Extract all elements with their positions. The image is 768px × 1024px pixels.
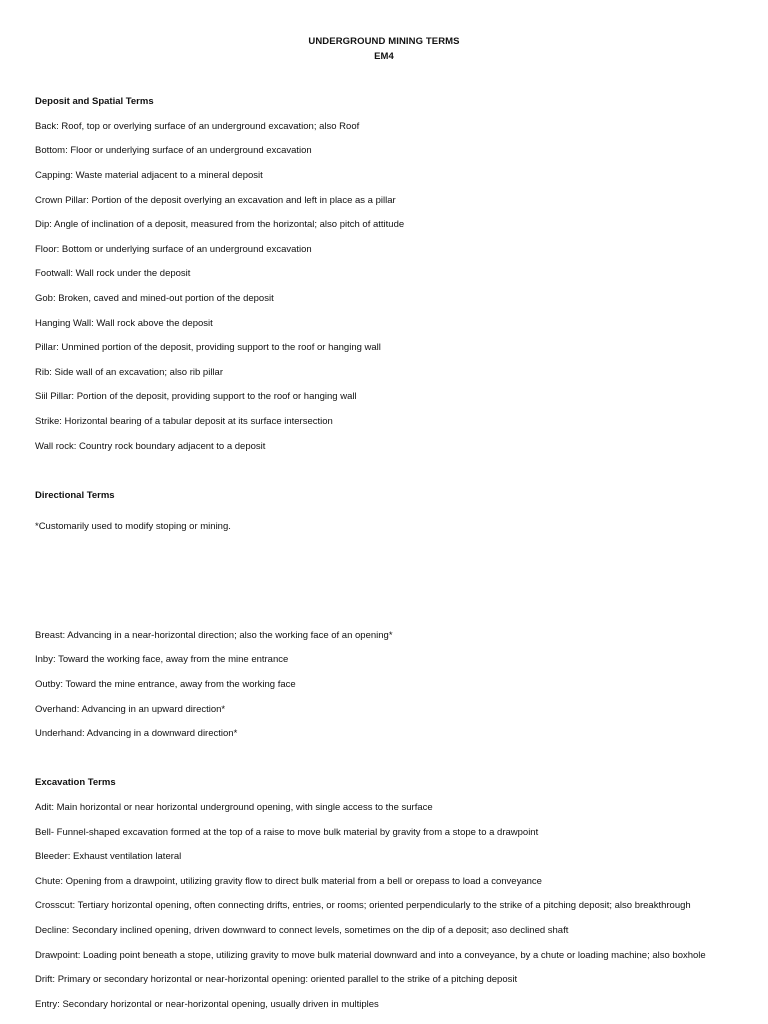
section-heading-directional: Directional Terms — [35, 490, 115, 501]
term-line: Decline: Secondary inclined opening, driven downward to connect levels, sometimes on the dip of a deposit; aso declined shaft — [35, 925, 569, 936]
term-line: Drawpoint: Loading point beneath a stope, utilizing gravity to move bulk material downward and into a conveyance, by a chute or loading machine; also boxhole — [35, 950, 706, 961]
document-title: UNDERGROUND MINING TERMS — [308, 36, 460, 47]
term-line: Breast: Advancing in a near-horizontal direction; also the working face of an opening* — [35, 630, 393, 641]
term-line: Inby: Toward the working face, away from the mine entrance — [35, 654, 289, 665]
term-line: Back: Roof, top or overlying surface of an underground excavation; also Roof — [35, 121, 360, 132]
term-line: Hanging Wall: Wall rock above the deposit — [35, 318, 213, 329]
term-line: Footwall: Wall rock under the deposit — [35, 268, 191, 279]
term-line: Chute: Opening from a drawpoint, utilizing gravity flow to direct bulk material from a bell or orepass to load a conveyance — [35, 876, 542, 887]
term-line: Rib: Side wall of an excavation; also rib pillar — [35, 367, 223, 378]
term-line: Siil Pillar: Portion of the deposit, providing support to the roof or hanging wall — [35, 391, 357, 402]
term-line: Pillar: Unmined portion of the deposit, providing support to the roof or hanging wall — [35, 342, 381, 353]
section-heading-deposit: Deposit and Spatial Terms — [35, 96, 154, 107]
term-line: Entry: Secondary horizontal or near-horizontal opening, usually driven in multiples — [35, 999, 379, 1010]
term-line: Adit: Main horizontal or near horizontal underground opening, with single access to the surface — [35, 802, 433, 813]
term-line: Bleeder: Exhaust ventilation lateral — [35, 851, 182, 862]
term-line: Outby: Toward the mine entrance, away from the working face — [35, 679, 296, 690]
term-line: Crown Pillar: Portion of the deposit overlying an excavation and left in place as a pillar — [35, 195, 396, 206]
term-line: Overhand: Advancing in an upward direction* — [35, 704, 226, 715]
term-line: Dip: Angle of inclination of a deposit, measured from the horizontal; also pitch of attitude — [35, 219, 405, 230]
term-line: Bottom: Floor or underlying surface of an underground excavation — [35, 145, 312, 156]
section-note: *Customarily used to modify stoping or mining. — [35, 521, 231, 532]
term-line: Floor: Bottom or underlying surface of an underground excavation — [35, 244, 312, 255]
term-line: Gob: Broken, caved and mined-out portion of the deposit — [35, 293, 274, 304]
document-subtitle: EM4 — [374, 51, 394, 62]
term-line: Bell- Funnel-shaped excavation formed at the top of a raise to move bulk material by gravity from a stope to a drawpoint — [35, 827, 539, 838]
term-line: Underhand: Advancing in a downward direction* — [35, 728, 238, 739]
term-line: Wall rock: Country rock boundary adjacent to a deposit — [35, 441, 266, 452]
term-line: Crosscut: Tertiary horizontal opening, often connecting drifts, entries, or rooms; oriented perpendicularly to the strike of a pitching deposit; also breakthrough — [35, 900, 691, 911]
term-line: Capping: Waste material adjacent to a mineral deposit — [35, 170, 263, 181]
term-line: Strike: Horizontal bearing of a tabular deposit at its surface intersection — [35, 416, 333, 427]
term-line: Drift: Primary or secondary horizontal or near-horizontal opening: oriented parallel to the strike of a pitching deposit — [35, 974, 518, 985]
section-heading-excavation: Excavation Terms — [35, 777, 116, 788]
